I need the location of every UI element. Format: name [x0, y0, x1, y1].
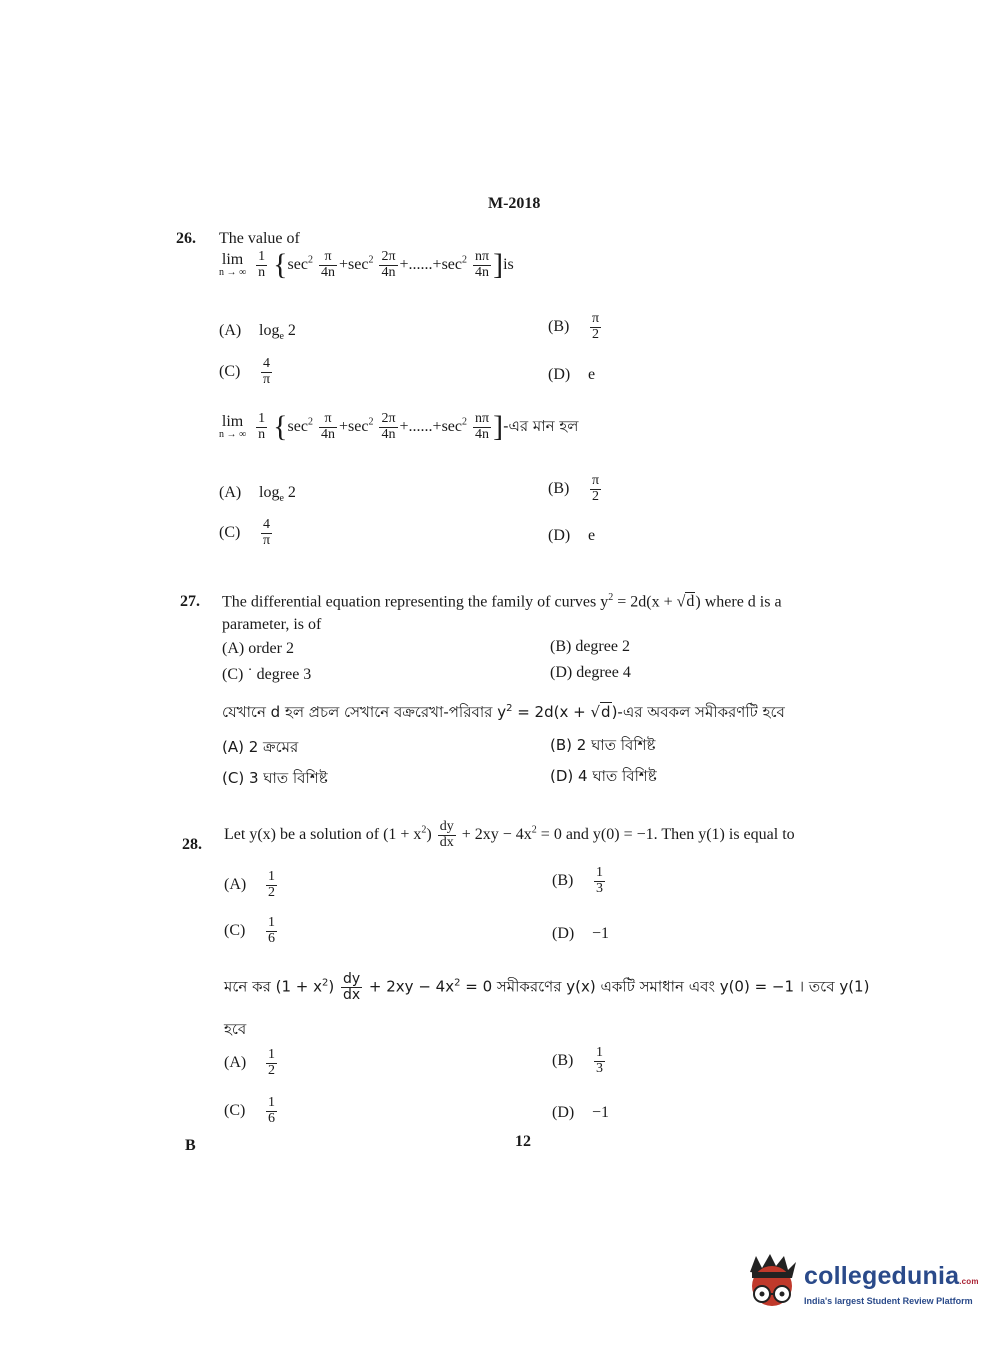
q28-text: Let y(x) be a solution of $(1 + x^2)$ $\frac{dy}{dx}$ + $2xy - 4x^2 = 0$ and y(0) = −1. Then y(1) is equal to — [224, 819, 795, 850]
q26-option-a: (A) $\log_e 2$ — [219, 322, 296, 343]
q27-text-line2: parameter, is of — [222, 616, 322, 633]
logo-mascot-icon — [742, 1252, 802, 1316]
q28-number: 28. — [182, 836, 202, 853]
page-number: 12 — [515, 1133, 531, 1150]
logo-tagline: India's largest Student Review Platform — [804, 1296, 973, 1306]
q27-number: 27. — [180, 593, 200, 610]
q26-option-c: (C) $\frac{4}{\pi}$ — [219, 356, 271, 387]
q28-option-b: (B) $\frac{1}{3}$ — [552, 865, 603, 896]
q26-intro: The value of — [219, 230, 300, 247]
q28-option-d: (D) −1 — [552, 925, 610, 942]
q26-expression-bn: lim n → ∞ $\frac{1}{n}$ {$\sec^2$ $\frac{\pi}{4n}$ $+\sec^2$ $\frac{2\pi}{4n}$ $+......+\sec^2$ $\frac{n\pi}{4n}$ ]-এর মান হল — [219, 410, 579, 444]
logo-brand: collegedunia.com — [804, 1262, 979, 1290]
q27-text-line1: The differential equation representing the family of curves $y^2 = 2d(x + √d)$ where d is a — [222, 592, 782, 611]
q28-bn-option-b: (B) $\frac{1}{3}$ — [552, 1045, 603, 1076]
q28-option-c: (C) $\frac{1}{6}$ — [224, 915, 275, 946]
q26-bn-option-c: (C) $\frac{4}{\pi}$ — [219, 517, 271, 548]
q27-option-b: (B) degree 2 — [550, 638, 630, 655]
q27-bn-option-a: (A) 2 ক্রমের — [222, 738, 299, 756]
q28-option-a: (A) $\frac{1}{2}$ — [224, 869, 275, 900]
q26-bn-option-a: (A) $\log_e 2$ — [219, 484, 296, 505]
q26-number: 26. — [176, 230, 196, 247]
q28-bn-option-d: (D) −1 — [552, 1104, 610, 1121]
q28-bn-option-a: (A) $\frac{1}{2}$ — [224, 1047, 275, 1078]
q27-bn-option-b: (B) 2 ঘাত বিশিষ্ট — [550, 736, 656, 754]
footer-booklet: B — [185, 1137, 196, 1154]
q27-bn-option-c: (C) 3 ঘাত বিশিষ্ট — [222, 769, 328, 787]
q26-bn-option-d: (D) e — [548, 527, 596, 544]
q26-bn-option-b: (B) $\frac{\pi}{2}$ — [548, 473, 600, 504]
q26-option-d: (D) e — [548, 366, 596, 383]
collegedunia-logo — [742, 1252, 979, 1322]
q28-bn-text-line2: হবে — [224, 1020, 247, 1038]
q27-option-d: (D) degree 4 — [550, 664, 631, 681]
q26-expression-en: lim n → ∞ $\frac{1}{n}$ {$\sec^2$ $\frac{\pi}{4n}$ $+\sec^2$ $\frac{2\pi}{4n}$ $+......+\sec^2$ $\frac{n\pi}{4n}$ ]is — [219, 248, 514, 282]
q26-option-b: (B) $\frac{\pi}{2}$ — [548, 311, 600, 342]
q28-bn-text: মনে কর $(1 + x^2)$ $\frac{dy}{dx}$ + $2xy - 4x^2 = 0$ সমীকরণের y(x) একটি সমাধান এবং y(0) = −1 । তবে y(1) — [224, 971, 870, 1003]
q27-bn-option-d: (D) 4 ঘাত বিশিষ্ট — [550, 767, 657, 785]
paper-code: M-2018 — [488, 195, 541, 212]
q27-bn-text: যেখানে d হল প্রচল সেখানে বক্ররেখা-পরিবার $y^2 = 2d(x$ + √d)-এর অবকল সমীকরণটি হবে — [222, 703, 785, 721]
q27-option-a: (A) order 2 — [222, 640, 294, 657]
q28-bn-option-c: (C) $\frac{1}{6}$ — [224, 1095, 275, 1126]
q27-option-c: (C) ˙ degree 3 — [222, 666, 312, 683]
